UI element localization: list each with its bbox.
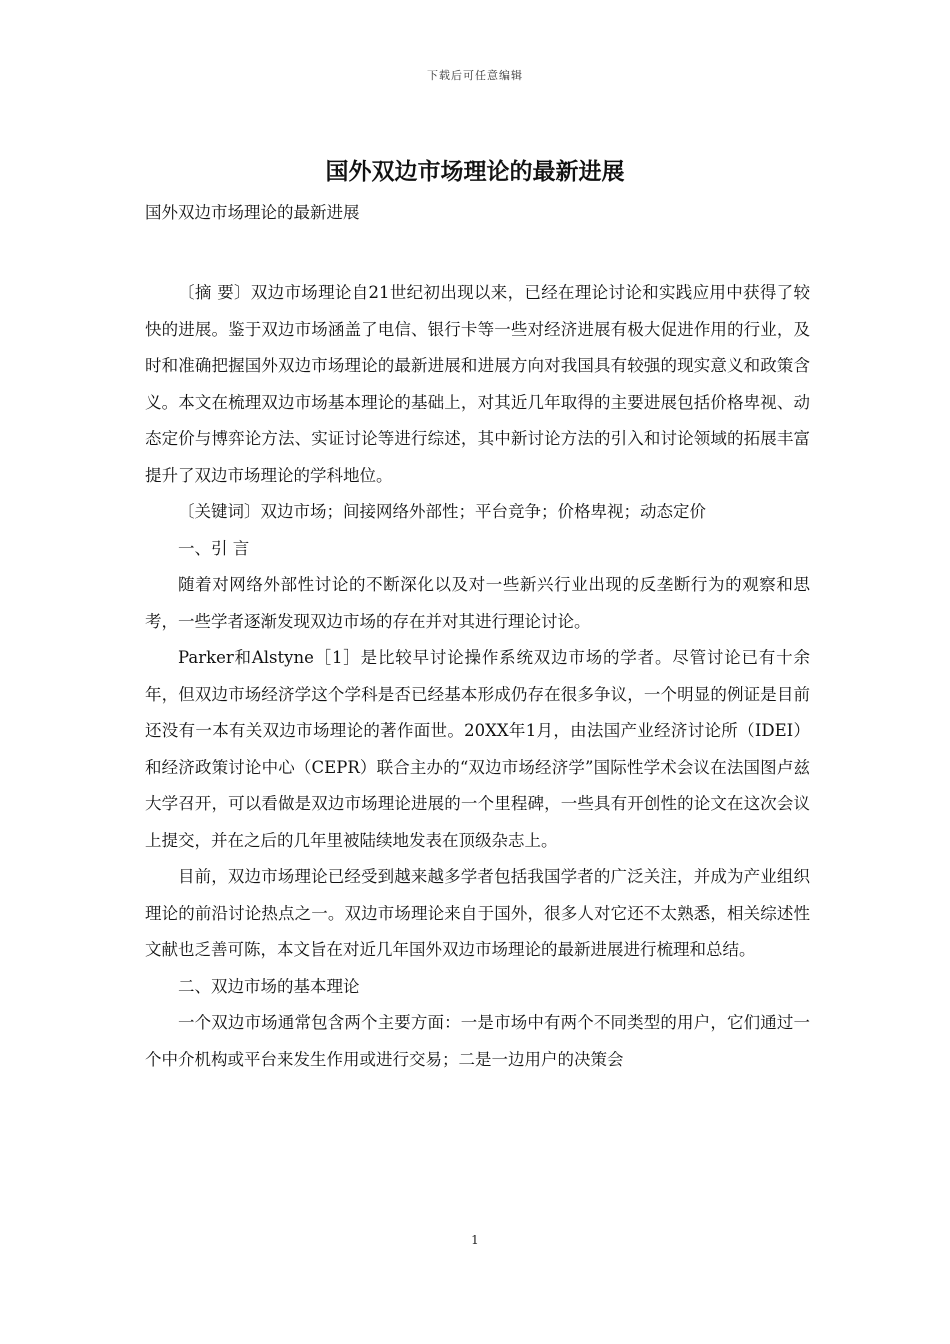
keywords-paragraph: 〔关键词〕双边市场；间接网络外部性；平台竞争；价格卑视；动态定价 bbox=[178, 502, 706, 521]
body-paragraph: Parker和Alstyne［1］是比较早讨论操作系统双边市场的学者。尽管讨论已有十余年，但双边市场经济学这个学科是否已经基本形成仍存在很多争议，一个明显的例证是目前还没有一本有关双边市场理论的著作面世。20XX年1月，由法国产业经济讨论所（IDEI）和经济政策讨论中心（CEPR）联合主办的“双边市场经济学”国际性学术会议在法国图卢兹大学召开，可以看做是双边市场理论进展的一个里程碑，一些具有开创性的论文在这次会议上提交，并在之后的几年里被陆续地发表在顶级杂志上。 bbox=[145, 648, 810, 850]
document-subtitle: 国外双边市场理论的最新进展 bbox=[145, 203, 360, 222]
body-paragraph: 目前，双边市场理论已经受到越来越多学者包括我国学者的广泛关注，并成为产业组织理论的前沿讨论热点之一。双边市场理论来自于国外，很多人对它还不太熟悉，相关综述性文献也乏善可陈，本文旨在对近几年国外双边市场理论的最新进展进行梳理和总结。 bbox=[145, 867, 810, 959]
section-heading-basic-theory: 二、双边市场的基本理论 bbox=[178, 976, 360, 996]
body-paragraph: 一个双边市场通常包含两个主要方面：一是市场中有两个不同类型的用户，它们通过一个中介机构或平台来发生作用或进行交易；二是一边用户的决策会 bbox=[145, 1013, 810, 1069]
document-title: 国外双边市场理论的最新进展 bbox=[325, 159, 625, 185]
section-heading-introduction: 一、引 言 bbox=[178, 538, 250, 558]
document-body bbox=[145, 275, 810, 1078]
page-number: 1 bbox=[471, 1233, 479, 1247]
abstract-paragraph: 〔摘 要〕双边市场理论自21世纪初出现以来，已经在理论讨论和实践应用中获得了较快的进展。鉴于双边市场涵盖了电信、银行卡等一些对经济进展有极大促进作用的行业，及时和准确把握国外双边市场理论的最新进展和进展方向对我国具有较强的现实意义和政策含义。本文在梳理双边市场基本理论的基础上，对其近几年取得的主要进展包括价格卑视、动态定价与博弈论方法、实证讨论等进行综述，其中新讨论方法的引入和讨论领域的拓展丰富提升了双边市场理论的学科地位。 bbox=[145, 283, 810, 485]
page-header-note: 下载后可任意编辑 bbox=[427, 69, 523, 82]
body-paragraph: 随着对网络外部性讨论的不断深化以及对一些新兴行业出现的反垄断行为的观察和思考，一些学者逐渐发现双边市场的存在并对其进行理论讨论。 bbox=[145, 575, 810, 631]
